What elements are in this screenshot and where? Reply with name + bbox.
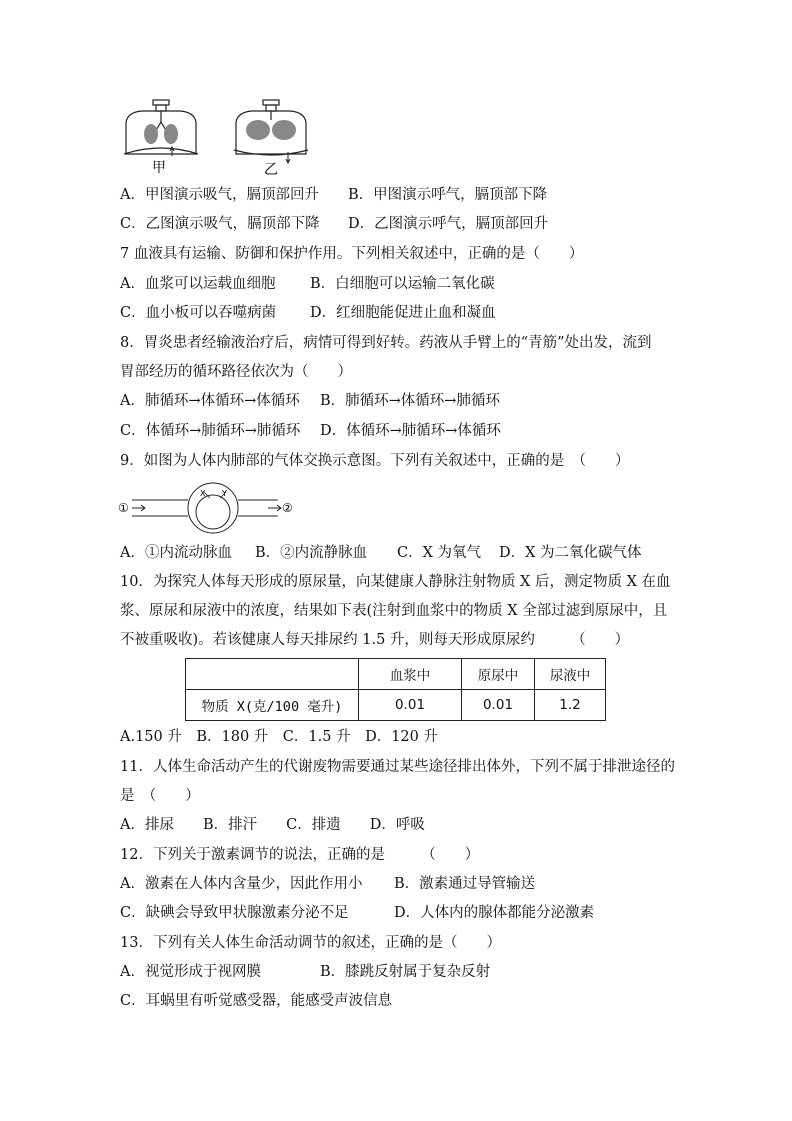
alveolus-inner <box>196 495 230 529</box>
q-prev-row2 <box>120 214 548 234</box>
q-prev-option-d: D．乙图演示呼气，膈顶部回升 <box>348 216 549 232</box>
table-header-cell: 血浆中 <box>359 659 462 690</box>
q10-stem-line3: 不被重吸收)。若该健康人每天排尿约 1.5 升，则每天形成原尿约 （ ） <box>120 632 630 648</box>
q8-option-d: D．体循环→肺循环→体循环 <box>320 423 501 439</box>
q9-options <box>120 543 642 563</box>
table-header-cell: 原尿中 <box>462 659 535 690</box>
table-header-cell: 尿液中 <box>535 659 606 690</box>
table-header-row <box>186 659 606 690</box>
q8-option-b: B．肺循环→体循环→肺循环 <box>320 393 500 409</box>
q12-option-a: A．激素在人体内含量少，因此作用小 <box>120 876 363 892</box>
q7-option-a: A．血浆可以运载血细胞 <box>120 276 276 292</box>
q11-stem-line1: 11．人体生命活动产生的代谢废物需要通过某些途径排出体外，下列不属于排泄途径的 <box>120 759 675 775</box>
q9-stem: 9．如图为人体内肺部的气体交换示意图。下列有关叙述中，正确的是 （ ） <box>120 453 630 469</box>
q10-stem-line2: 浆、原尿和尿液中的浓度，结果如下表(注射到血浆中的物质 X 全部过滤到原尿中，且 <box>120 603 668 619</box>
label-jia: 甲 <box>152 160 166 176</box>
q12-stem: 12．下列关于激素调节的说法，正确的是 （ ） <box>120 847 480 863</box>
q7-option-c: C．血小板可以吞噬病菌 <box>120 305 277 321</box>
table-cell: 1.2 <box>535 690 606 721</box>
q-prev-row1 <box>120 185 547 205</box>
q8-option-a: A．肺循环→体循环→体循环 <box>120 393 300 409</box>
q11-options: A．排尿 B．排汗 C．排遗 D．呼吸 <box>120 817 425 833</box>
balloon-left-yi <box>246 120 270 140</box>
q7-option-d: D．红细胞能促进止血和凝血 <box>310 305 496 321</box>
q7-option-b: B．白细胞可以运输二氧化碳 <box>310 276 495 292</box>
q10-data-table <box>185 658 606 721</box>
q-prev-option-a: A．甲图演示吸气，膈顶部回升 <box>120 187 319 203</box>
bell-jar-figure <box>118 94 318 180</box>
q8-option-c: C．体循环→肺循环→肺循环 <box>120 423 301 439</box>
alveolus-outer <box>188 483 238 533</box>
q8-row1 <box>120 391 500 411</box>
q12-row1 <box>120 874 535 894</box>
q7-row2 <box>120 303 496 323</box>
table-cell: 0.01 <box>462 690 535 721</box>
q12-option-d: D．人体内的腺体都能分泌激素 <box>394 905 595 921</box>
q13-row1 <box>120 962 490 982</box>
q9-option-c: C．X 为氧气 <box>397 545 482 561</box>
balloon-left-jia <box>144 124 158 144</box>
q11-stem-line2: 是 （ ） <box>120 788 200 804</box>
q-prev-option-c: C．乙图演示吸气，膈顶部下降 <box>120 216 320 232</box>
bell-jar-jia <box>124 100 198 154</box>
q10-stem-line1: 10．为探究人体每天形成的原尿量，向某健康人静脉注射物质 X 后，测定物质 X 在血 <box>120 574 671 590</box>
fig-label-y: Y <box>222 489 227 498</box>
table-row-label: 物质 X(克/100 毫升) <box>186 690 359 721</box>
table-header-cell <box>186 659 359 690</box>
balloon-right-jia <box>164 124 178 144</box>
table-cell: 0.01 <box>359 690 462 721</box>
q12-row2 <box>120 903 594 923</box>
balloon-right-yi <box>272 120 296 140</box>
table-row <box>186 690 606 721</box>
fig-label-in: ① <box>118 501 129 515</box>
label-yi: 乙 <box>264 162 278 178</box>
lung-gas-exchange-figure <box>118 482 308 534</box>
q13-option-b: B．膝跳反射属于复杂反射 <box>320 964 491 980</box>
q8-row2 <box>120 421 501 441</box>
q13-option-c: C．耳蜗里有听觉感受器，能感受声波信息 <box>120 993 393 1009</box>
q8-stem-line1: 8．胃炎患者经输液治疗后，病情可得到好转。药液从手臂上的“青筋”处出发，流到 <box>120 335 652 351</box>
q7-row1 <box>120 274 495 294</box>
fig-label-x: X <box>200 489 206 498</box>
q9-option-d: D．X 为二氧化碳气体 <box>499 545 642 561</box>
q9-option-a: A．①内流动脉血 <box>120 545 232 561</box>
q10-options: A.150 升 B．180 升 C．1.5 升 D．120 升 <box>120 729 438 745</box>
fig-label-out: ② <box>282 501 293 515</box>
arrow-right-icon <box>132 505 145 511</box>
arrow-right-icon <box>268 505 281 511</box>
q-prev-option-b: B．甲图演示呼气，膈顶部下降 <box>348 187 548 203</box>
q8-stem-line2: 胃部经历的循环路径依次为（ ） <box>120 364 352 380</box>
q12-option-c: C．缺碘会导致甲状腺激素分泌不足 <box>120 905 349 921</box>
q9-option-b: B．②内流静脉血 <box>255 545 368 561</box>
bell-jar-yi <box>234 100 308 155</box>
q7-stem: 7 血液具有运输、防御和保护作用。下列相关叙述中，正确的是（ ） <box>120 246 584 262</box>
q12-option-b: B．激素通过导管输送 <box>394 876 536 892</box>
q13-stem: 13．下列有关人体生命活动调节的叙述，正确的是（ ） <box>120 935 501 951</box>
q13-option-a: A．视觉形成于视网膜 <box>120 964 261 980</box>
